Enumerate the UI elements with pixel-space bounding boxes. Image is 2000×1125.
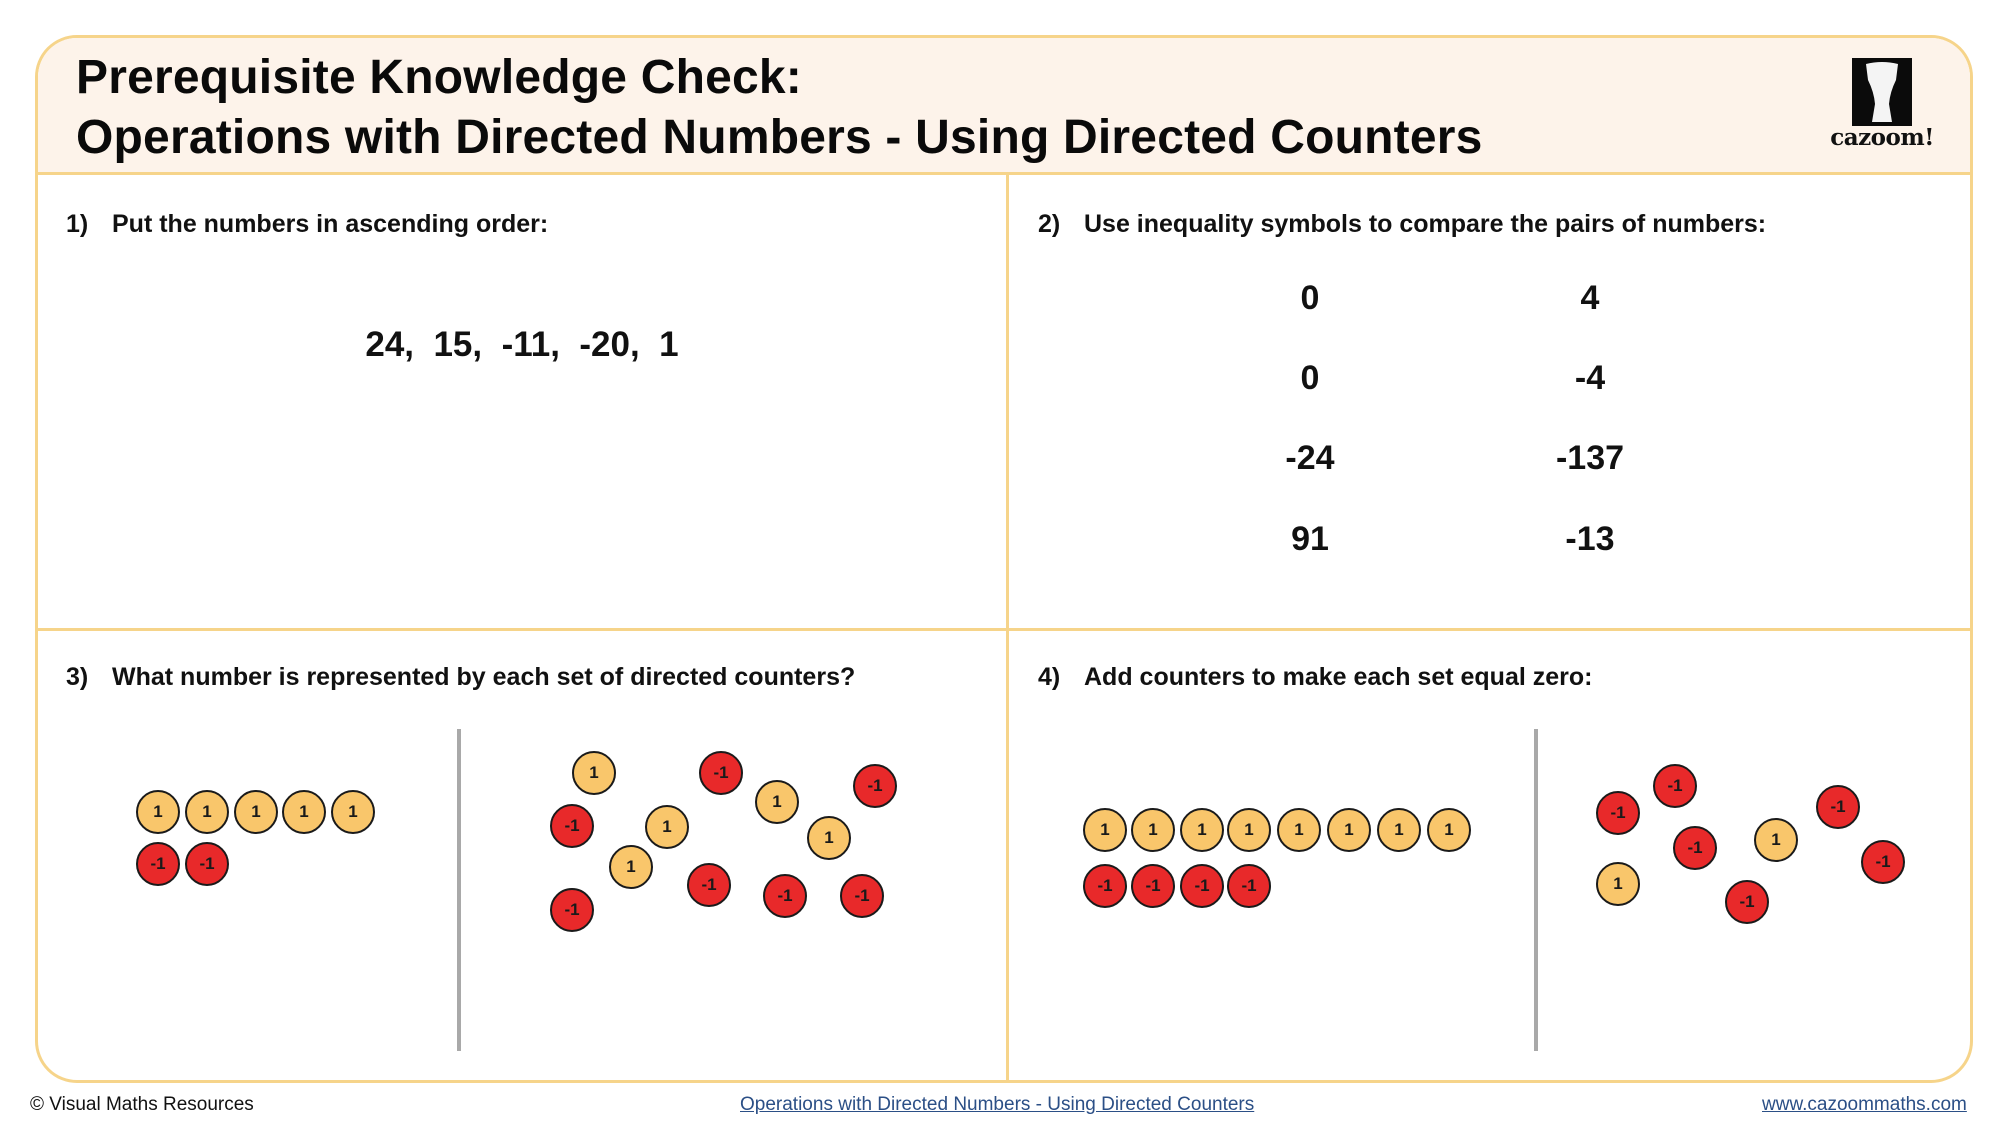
negative-counter: -1	[853, 764, 897, 808]
negative-counter: -1	[687, 863, 731, 907]
set-divider	[1534, 729, 1538, 1051]
question-text: Add counters to make each set equal zero:	[1084, 663, 1593, 691]
positive-counter: 1	[1754, 818, 1798, 862]
positive-counter: 1	[645, 805, 689, 849]
positive-counter: 1	[1327, 808, 1371, 852]
question-text: What number is represented by each set of directed counters?	[112, 663, 856, 691]
positive-counter: 1	[1083, 808, 1127, 852]
logo-text: cazoom!	[1830, 124, 1934, 151]
positive-counter: 1	[755, 780, 799, 824]
pair-4-right: -13	[1565, 520, 1615, 558]
positive-counter: 1	[1180, 808, 1224, 852]
positive-counter: 1	[185, 790, 229, 834]
negative-counter: -1	[1725, 880, 1769, 924]
question-text: Use inequality symbols to compare the pairs of numbers:	[1084, 210, 1767, 238]
negative-counter: -1	[763, 874, 807, 918]
copyright-text: © Visual Maths Resources	[30, 1094, 254, 1115]
negative-counter: -1	[1673, 826, 1717, 870]
positive-counter: 1	[1377, 808, 1421, 852]
negative-counter: -1	[1131, 864, 1175, 908]
question-4-prompt	[1038, 663, 1592, 692]
negative-counter: -1	[1653, 764, 1697, 808]
negative-counter: -1	[1861, 840, 1905, 884]
positive-counter: 1	[1277, 808, 1321, 852]
question-number: 4)	[1038, 663, 1061, 691]
positive-counter: 1	[1596, 862, 1640, 906]
question-1-prompt	[66, 210, 548, 239]
negative-counter: -1	[1180, 864, 1224, 908]
website-link[interactable]: www.cazoommaths.com	[1762, 1094, 1967, 1115]
horizontal-divider	[38, 628, 1970, 631]
negative-counter: -1	[1083, 864, 1127, 908]
positive-counter: 1	[807, 816, 851, 860]
positive-counter: 1	[282, 790, 326, 834]
pair-2-left: 0	[1300, 359, 1320, 397]
positive-counter: 1	[136, 790, 180, 834]
negative-counter: -1	[185, 842, 229, 886]
negative-counter: -1	[550, 888, 594, 932]
worksheet	[35, 35, 1973, 1083]
pair-4-left: 91	[1291, 520, 1329, 558]
positive-counter: 1	[1227, 808, 1271, 852]
question-number: 1)	[66, 210, 89, 238]
negative-counter: -1	[1227, 864, 1271, 908]
positive-counter: 1	[609, 845, 653, 889]
pair-3-right: -137	[1555, 439, 1625, 477]
pair-1-right: 4	[1580, 279, 1600, 317]
question-3-prompt	[66, 663, 855, 692]
positive-counter: 1	[572, 751, 616, 795]
negative-counter: -1	[550, 804, 594, 848]
pair-1-left: 0	[1300, 279, 1320, 317]
pair-2-right: -4	[1574, 359, 1606, 397]
positive-counter: 1	[1427, 808, 1471, 852]
page-title-line-2: Operations with Directed Numbers - Using Directed Counters	[76, 111, 1483, 164]
negative-counter: -1	[840, 874, 884, 918]
negative-counter: -1	[699, 751, 743, 795]
header	[38, 38, 1970, 175]
negative-counter: -1	[136, 842, 180, 886]
pair-3-left: -24	[1285, 439, 1335, 477]
cazoom-logo	[1827, 58, 1937, 158]
negative-counter: -1	[1816, 785, 1860, 829]
positive-counter: 1	[234, 790, 278, 834]
djembe-drum-icon	[1852, 58, 1912, 126]
question-1-numbers: 24, 15, -11, -20, 1	[365, 325, 679, 364]
question-text: Put the numbers in ascending order:	[112, 210, 549, 238]
question-number: 2)	[1038, 210, 1061, 238]
worksheet-title-link[interactable]: Operations with Directed Numbers - Using Directed Counters	[740, 1094, 1255, 1115]
negative-counter: -1	[1596, 791, 1640, 835]
positive-counter: 1	[1131, 808, 1175, 852]
set-divider	[457, 729, 461, 1051]
positive-counter: 1	[331, 790, 375, 834]
question-number: 3)	[66, 663, 89, 691]
question-2-prompt	[1038, 210, 1766, 239]
page-title-line-1: Prerequisite Knowledge Check:	[76, 51, 802, 104]
